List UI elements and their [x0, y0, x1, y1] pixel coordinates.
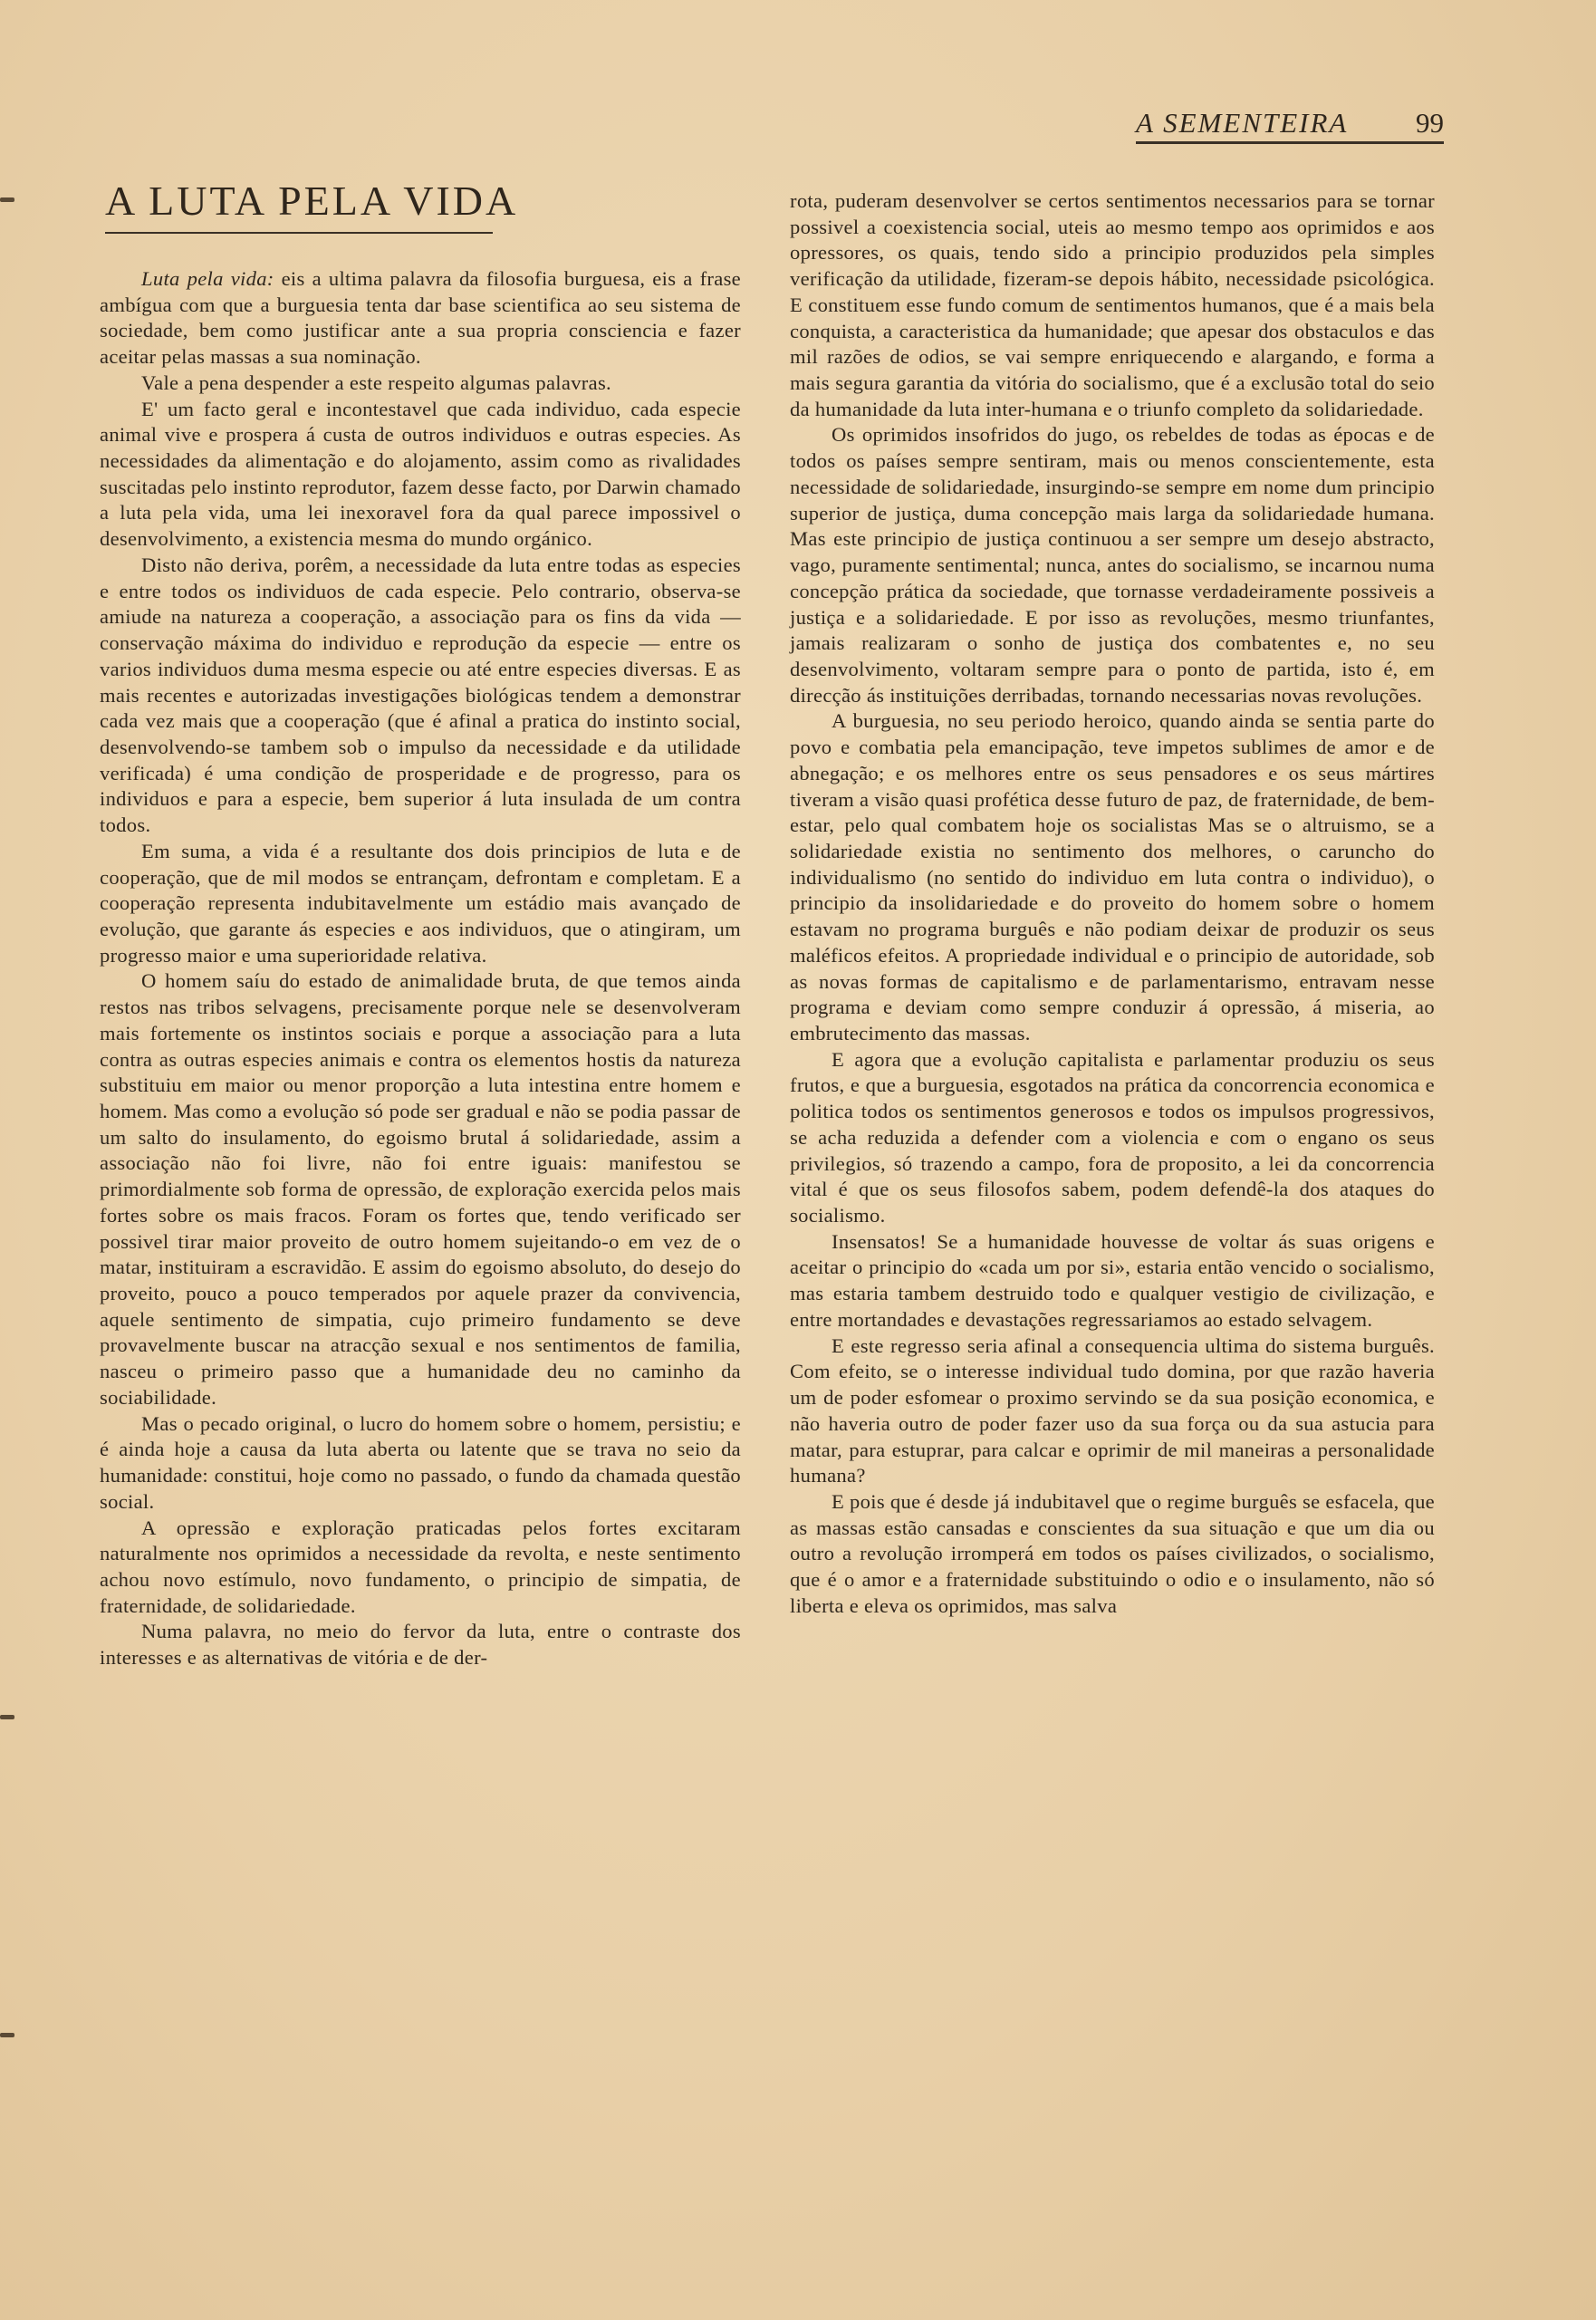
paragraph — [790, 708, 1435, 1046]
article-title: A LUTA PELA VIDA — [105, 178, 519, 224]
paragraph — [790, 1047, 1435, 1229]
title-rule — [105, 232, 493, 234]
paragraph — [790, 422, 1435, 708]
paragraph-text: A opressão e exploração praticadas pelos fortes excitaram naturalmente nos oprimidos a necessidade da revolta, e neste sentimento achou novo estímulo, novo fundamento, o principio de simpatia, de fraternidade, de solidariedade. — [100, 1516, 741, 1617]
paragraph-text: A burguesia, no seu periodo heroico, quando ainda se sentia parte do povo e combatia pela emancipação, teve impetos sublimes de amor e de abnegação; e os melhores entre os seus pensadores e os seus mártires tiveram a visão quasi profética desse futuro de paz, de fraternidade, de bem-estar, pelo qual combatem hoje os socialistas Mas se o altruismo, se a solidariedade existia no sentimento dos melhores, o caruncho do individualismo (no sentido do individuo em luta contra o individuo), o principio da insolidariedade e do proveito do homem sobre o homem estavam no programa burguês e não podiam deixar de produzir os seus maléficos efeitos. A propriedade individual e o principio de autoridade, sob as novas formas de capitalismo e de parlamentarismo, entravam nesse programa e deviam como sempre conduzir á opressão, á miseria, ao embrutecimento das massas. — [790, 709, 1435, 1044]
binding-mark — [0, 2033, 14, 2037]
paragraph-text: Mas o pecado original, o lucro do homem sobre o homem, persistiu; e é ainda hoje a causa da luta aberta ou latente que se trava no seio da humanidade: constitui, hoje como no passado, o fundo da chamada questão social. — [100, 1411, 741, 1513]
left-column — [100, 266, 741, 1671]
running-header — [1136, 107, 1444, 144]
paragraph-text: rota, puderam desenvolver se certos sentimentos necessarios para se tornar possivel a coexistencia social, uteis ao mesmo tempo aos oprimidos e aos opressores, os quais, tendo sido a principio produzidos pela simples verificação da utilidade, fizeram-se depois hábito, necessidade psicológica. E constituem esse fundo comum de sentimentos humanos, que é a mais bela conquista, a caracteristica da humanidade; que apesar dos obstaculos e das mil razões de odios, se vai sempre enriquecendo e alargando, e forma a mais segura garantia da vitória do socialismo, que é a exclusão total do seio da humanidade da luta inter-humana e o triunfo completo da solidariedade. — [790, 189, 1435, 420]
paragraph — [790, 188, 1435, 422]
paragraph — [100, 266, 741, 371]
paragraph-text: Em suma, a vida é a resultante dos dois principios de luta e de cooperação, que de mil modos se entrançam, defrontam e completam. E a cooperação representa indubitavelmente um estádio mais avançado de evolução, que garante ás especies e aos individuos, que o atingiram, um progresso maior e uma superioridade relativa. — [100, 839, 741, 967]
paragraph — [790, 1333, 1435, 1489]
paragraph-text: Vale a pena despender a este respeito algumas palavras. — [141, 371, 611, 394]
paragraph-text: Disto não deriva, porêm, a necessidade da luta entre todas as especies e entre todos os individuos de cada especie. Pelo contrario, observa-se amiude na natureza a cooperação, a associação para os fins da vida — conservação máxima do individuo e reprodução da especie — entre os varios individuos duma mesma especie ou até entre especies diversas. E as mais recentes e autorizadas investigações biológicas tendem a demonstrar cada vez mais que a cooperação (que é afinal a pratica do instinto social, desenvolvendo-se tambem sob o impulso da necessidade e da utilidade verificada) é uma condição de prosperidade e de progresso, para os individuos e para a especie, bem superior á luta insulada de um contra todos. — [100, 553, 741, 837]
paragraph-text: E pois que é desde já indubitavel que o regime burguês se esfacela, que as massas estão cansadas e conscientes da sua situação e que um dia ou outro a revolução irromperá em todos os países civilizados, o socialismo, que é o amor e a fraternidade substituindo o odio e o insulamento, não só liberta e eleva os oprimidos, mas salva — [790, 1489, 1435, 1617]
paragraph — [100, 1516, 741, 1620]
paragraph-text: eis a ultima palavra da filosofia burguesa, eis a frase ambígua com que a burguesia tenta dar base scientifica ao seu sistema de sociedade, bem como justificar ante a sua propria consciencia e fazer aceitar pelas massas a sua nominação. — [100, 267, 741, 369]
paragraph-text: E este regresso seria afinal a consequencia ultima do sistema burguês. Com efeito, se o interesse individual tudo domina, por que razão haveria um de poder esfomear o proximo servindo se da sua posição economica, e não haveria outro de poder fazer uso da sua força ou da sua astucia para matar, para estuprar, para calcar e oprimir de mil maneiras a personalidade humana? — [790, 1333, 1435, 1487]
paragraph — [790, 1489, 1435, 1620]
paragraph-text: E' um facto geral e incontestavel que cada individuo, cada especie animal vive e prospera á custa de outros individuos e outras especies. As necessidades da alimentação e do alojamento, assim como as rivalidades suscitadas pelo instinto reprodutor, fazem desse facto, por Darwin chamado a luta pela vida, uma lei inexoravel fora da qual parece impossivel o desenvolvimento, a existencia mesma do mundo orgánico. — [100, 397, 741, 551]
binding-mark — [0, 197, 14, 202]
paragraph-text: Os oprimidos insofridos do jugo, os rebeldes de todas as épocas e de todos os países sempre sentiram, mais ou menos conscientemente, esta necessidade de solidariedade, insurgindo-se sempre em nome dum principio superior de justiça, duma concepção mais larga da solidariedade humana. Mas este principio de justiça continuou a ser sempre um desejo abstracto, vago, puramente sentimental; nunca, antes do socialismo, se incarnou numa concepção prática da sociedade, que tornasse verdadeiramente possiveis a justiça e a solidariedade. E por isso as revoluções, mesmo triunfantes, jamais realizaram o sonho de justiça dos combatentes e, no seu desenvolvimento, voltaram sempre para o ponto de partida, isto é, em direcção ás instituições derribadas, tornando necessarias novas revoluções. — [790, 423, 1435, 707]
lead-phrase: Luta pela vida: — [141, 267, 274, 290]
paragraph — [100, 371, 741, 397]
paragraph-text: Numa palavra, no meio do fervor da luta, entre o contraste dos interesses e as alternativas de vitória e de der- — [100, 1620, 741, 1670]
page-number: 99 — [1416, 107, 1444, 139]
paragraph — [100, 1619, 741, 1670]
paragraph — [790, 1229, 1435, 1333]
paragraph — [100, 1411, 741, 1516]
paragraph — [100, 839, 741, 969]
paragraph-text: O homem saíu do estado de animalidade bruta, de que temos ainda restos nas tribos selvagens, precisamente porque nele se desenvolveram mais fortemente os instintos sociais e porque a associação para a luta contra as outras especies animais e contra os elementos hostis da natureza substituiu em maior ou menor proporção a luta intestina entre homem e homem. Mas como a evolução só pode ser gradual e não se podia passar de um salto do insulamento, do egoismo brutal á solidariedade, assim a associação não foi livre, não foi entre iguais: manifestou se primordialmente sob forma de opressão, de exploração exercida pelos mais fortes sobre os mais fracos. Foram os fortes que, tendo verificado ser possivel tirar maior proveito de outro homem sujeitando-o em vez de o matar, instituiram a escravidão. E assim do egoismo absoluto, do desejo do proveito, pouco a pouco temperados por aquele prazer da convivencia, aquele sentimento de simpatia, cujo primeiro fundamento se deve provavelmente buscar na atracção sexual e nos sentimentos de familia, nasceu o primeiro passo que a humanidade deu no caminho da sociabilidade. — [100, 969, 741, 1409]
binding-mark — [0, 1715, 14, 1719]
paragraph-text: E agora que a evolução capitalista e parlamentar produziu os seus frutos, e que a burguesia, esgotados na prática da concorrencia economica e politica todos os sentimentos generosos e todos os impulsos progressivos, se acha reduzida a defender com a violencia e com o engano os seus privilegios, só trazendo a campo, fora de proposito, a lei da concorrencia vital é que os seus filosofos sabem, podem defendê-la dos ataques do socialismo. — [790, 1047, 1435, 1227]
paragraph — [100, 968, 741, 1410]
right-column — [790, 188, 1435, 1620]
paragraph-text: Insensatos! Se a humanidade houvesse de voltar ás suas origens e aceitar o principio do «cada um por si», estaria então vencido o socialismo, mas estaria tambem destruido todo e qualquer vestigio de civilização, e entre mortandades e devastações regressariamos ao estado selvagem. — [790, 1229, 1435, 1331]
paragraph — [100, 553, 741, 839]
paragraph — [100, 397, 741, 553]
journal-name: A SEMENTEIRA — [1136, 107, 1349, 139]
